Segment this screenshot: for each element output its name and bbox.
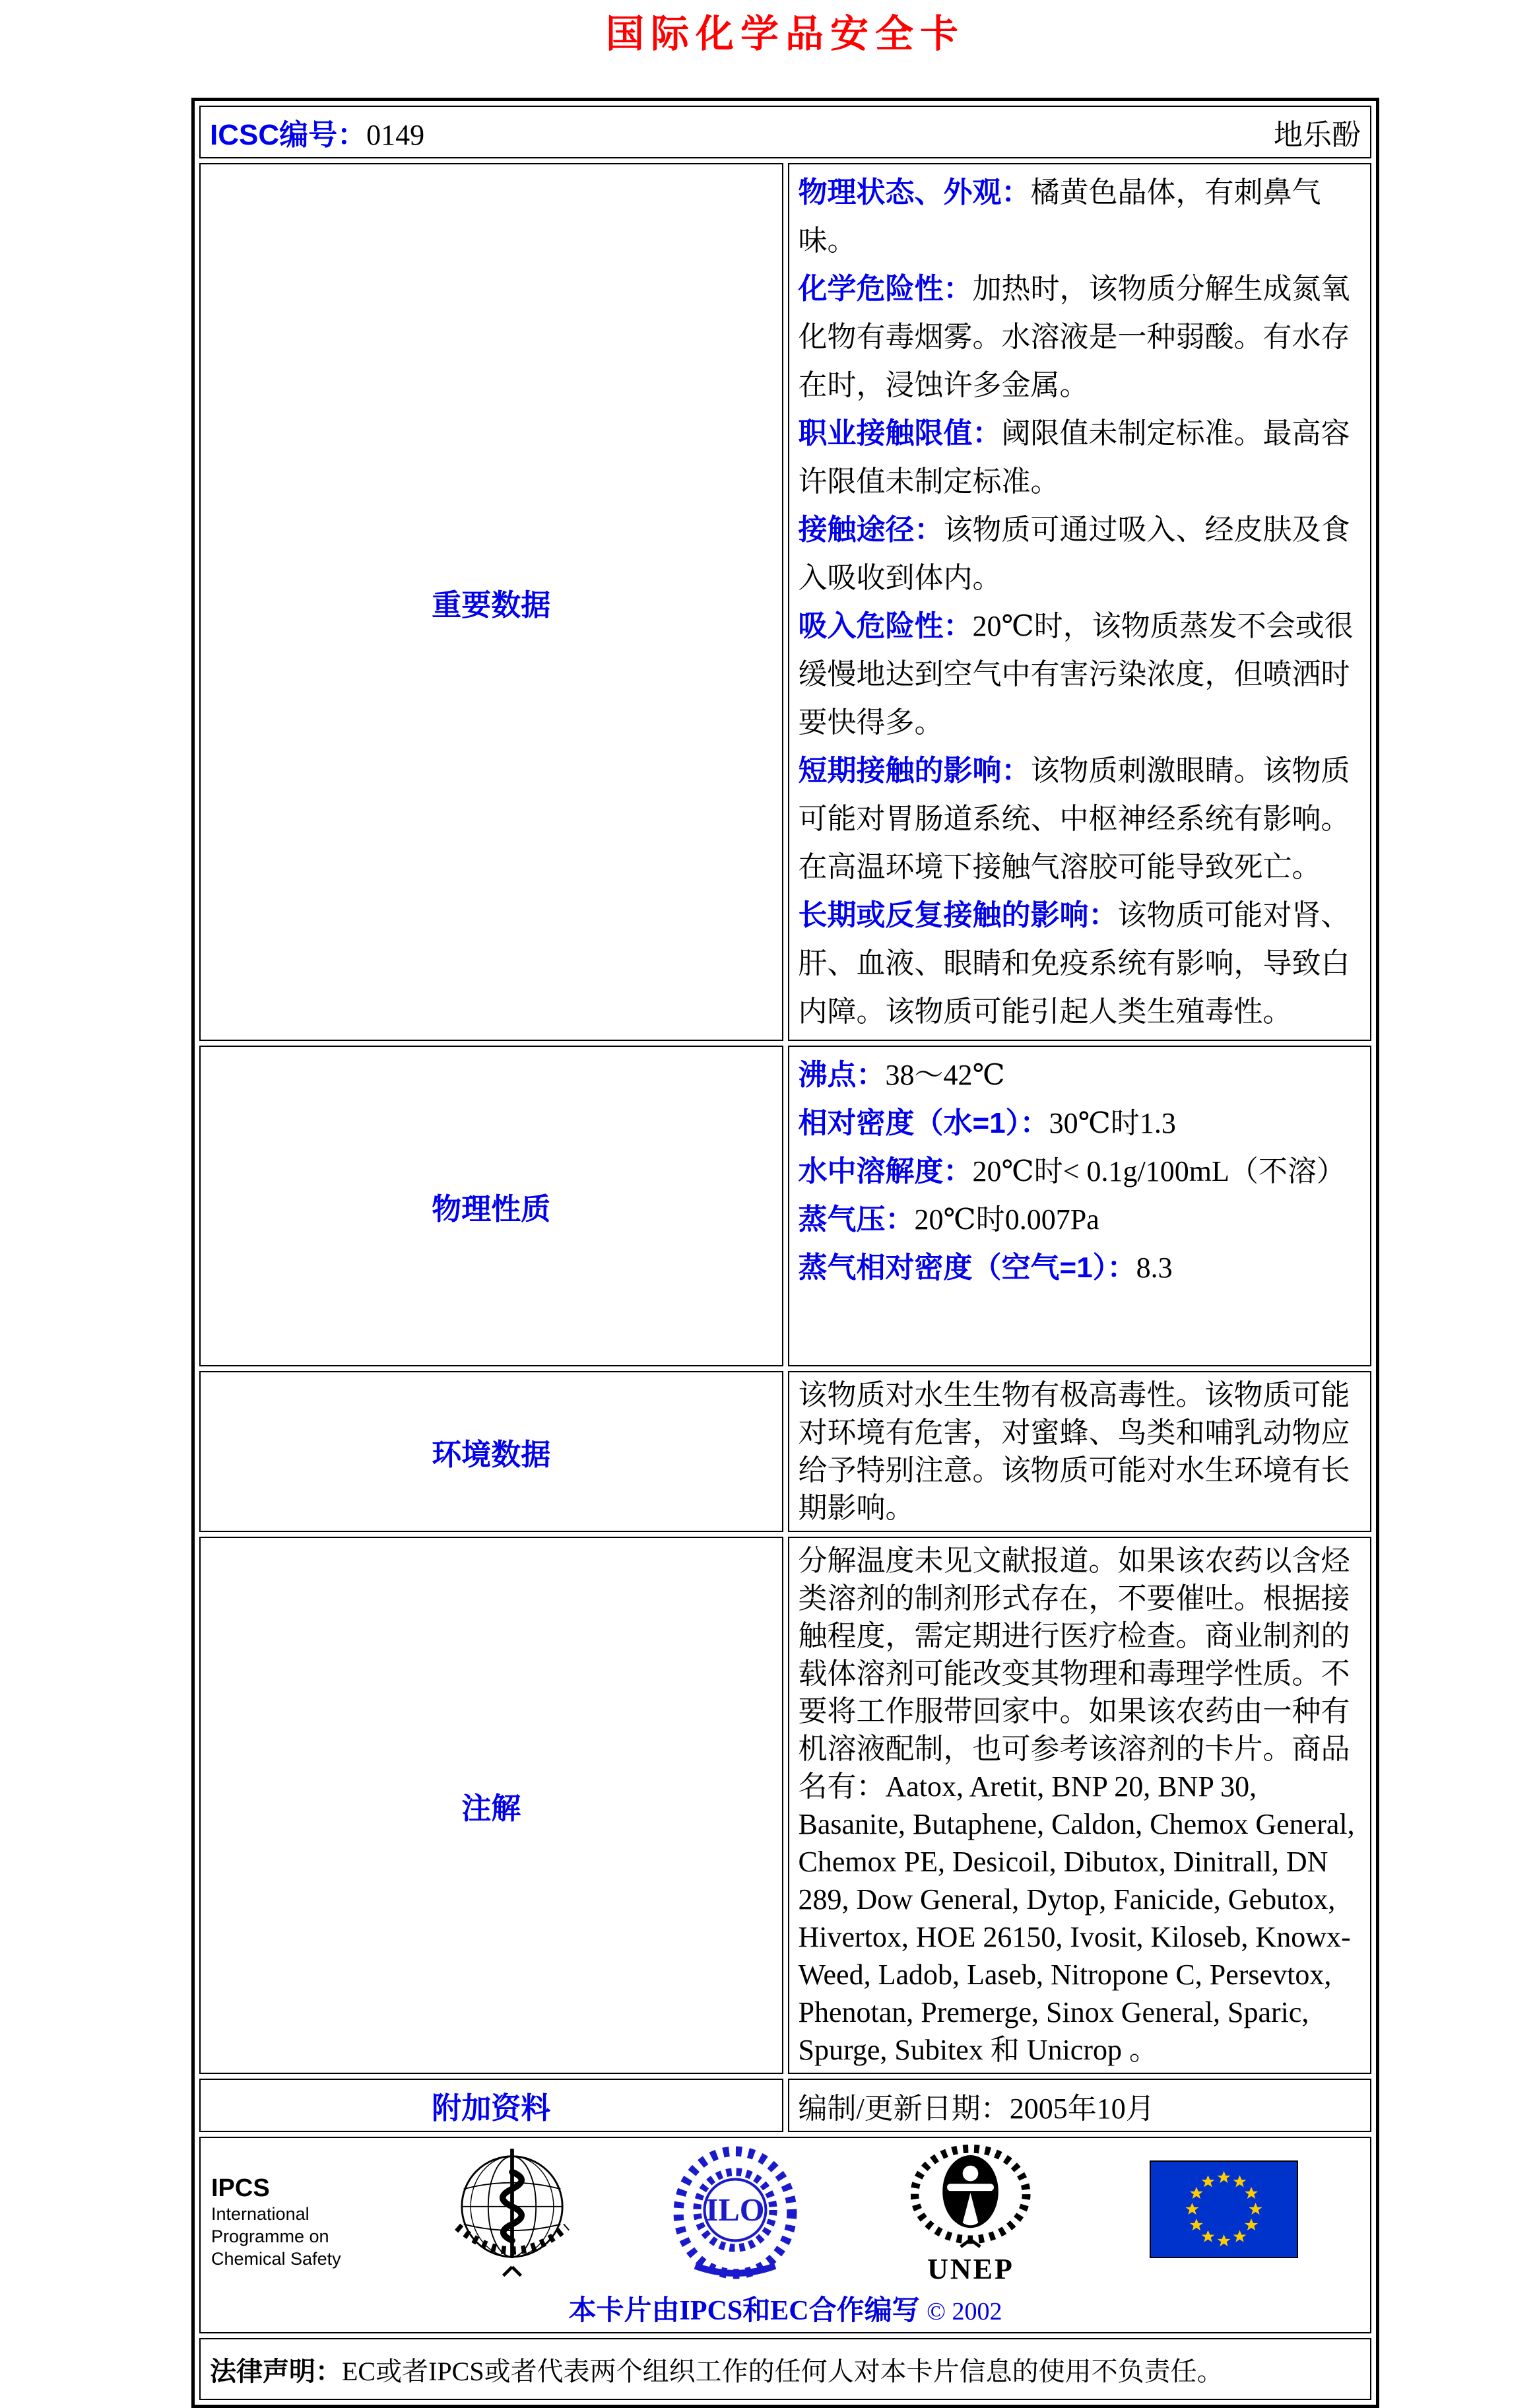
important-item [799, 506, 1361, 602]
important-desc: 该物质刺激眼睛。该物质可能对胃肠道系统、中枢神经系统有影响。在高温环境下接触气溶胶可能导致死亡。 [798, 754, 1350, 883]
ipcs-subtitle-line: International [211, 2204, 310, 2224]
additional-info-row [199, 2079, 1371, 2132]
physical-desc: 30℃时1.3 [1049, 1107, 1176, 1139]
physical-term: 沸点： [798, 1059, 886, 1091]
additional-info-label: 附加资料 [199, 2079, 783, 2132]
important-term: 职业接触限值： [798, 417, 1002, 450]
physical-desc: 8.3 [1136, 1252, 1173, 1284]
notes-text: 分解温度未见文献报道。如果该农药以含烃类溶剂的制剂形式存在，不要催吐。根据接触程度，需定期进行医疗检查。商业制剂的载体溶剂可能改变其物理和毒理学性质。不要将工作服带回家中。如果该农药由一种有机溶液配制，也可参考该溶剂的卡片。商品名有：Aatox, Aretit, BNP 20, BNP 30, Basanite, Butaphene, Caldon, Chemox General, Chemox PE, Desicoil, Dibutox, Dinitrall, DN 289, Dow General, Dytop, Fanicide, Gebutox, Hivertox, HOE 26150, Ivosit, Kiloseb, Knowx-Weed, Ladob, Laseb, Nitropone C, Persevtox, Phenotan, Premerge, Sinox General, Sparic, Spurge, Subitex 和 Unicrop 。 [798, 1545, 1355, 2066]
legal-cell [199, 2338, 1371, 2400]
important-item [799, 891, 1361, 1036]
important-data-row [199, 163, 1371, 1041]
ipcs-subtitle-line: Programme on [211, 2226, 329, 2246]
environmental-data-text: 该物质对水生生物有极高毒性。该物质可能对环境有危害，对蜜蜂、鸟类和哺乳动物应给予特别注意。该物质可能对水生环境有长期影响。 [798, 1379, 1350, 1524]
important-data-label: 重要数据 [199, 163, 783, 1041]
important-desc: 加热时，该物质分解生成氮氧化物有毒烟雾。水溶液是一种弱酸。有水存在时，浸蚀许多金属。 [798, 273, 1350, 401]
physical-desc: 20℃时< 0.1g/100mL（不溶） [972, 1155, 1346, 1187]
credit-line [210, 2289, 1361, 2328]
environmental-data-label: 环境数据 [199, 1371, 783, 1532]
logos-row [199, 2137, 1371, 2333]
important-desc: 该物质可能对肾、肝、血液、眼睛和免疫系统有影响，导致白内障。该物质可能引起人类生殖毒性。 [798, 899, 1350, 1028]
important-desc: 20℃时，该物质蒸发不会或很缓慢地达到空气中有害污染浓度，但喷洒时要快得多。 [798, 610, 1354, 739]
important-item [799, 265, 1361, 409]
physical-term: 蒸气相对密度（空气=1）： [798, 1252, 1136, 1284]
unep-logo-text: UNEP [927, 2253, 1014, 2285]
physical-term: 相对密度（水=1）： [798, 1107, 1049, 1139]
environmental-data-content [788, 1371, 1372, 1532]
physical-property-item [799, 1051, 1361, 1099]
important-term: 吸入危险性： [798, 610, 973, 642]
physical-property-item [799, 1099, 1361, 1147]
header-row [199, 106, 1371, 158]
eu-flag-icon [1150, 2160, 1298, 2258]
ipcs-title: IPCS [211, 2174, 270, 2202]
physical-term: 水中溶解度： [798, 1155, 973, 1187]
physical-properties-label: 物理性质 [199, 1046, 783, 1366]
icsc-label: ICSC编号： [210, 119, 367, 151]
unep-logo-icon [911, 2145, 1031, 2249]
logos-group [210, 2142, 1361, 2285]
icsc-number: 0149 [366, 119, 425, 151]
physical-desc: 38～42℃ [885, 1059, 1005, 1091]
legal-row [199, 2338, 1371, 2400]
physical-desc: 20℃时0.007Pa [914, 1203, 1099, 1236]
notes-label: 注解 [199, 1537, 783, 2074]
physical-properties-row [199, 1046, 1371, 1366]
ilo-logo-text: ILO [705, 2193, 765, 2228]
physical-property-item [799, 1195, 1361, 1244]
header-cell [199, 106, 1371, 158]
credit-text: 本卡片由IPCS和EC合作编写 [568, 2296, 920, 2326]
legal-label: 法律声明： [210, 2357, 342, 2386]
ipcs-subtitle-line: Chemical Safety [211, 2249, 341, 2269]
physical-property-item [799, 1147, 1361, 1195]
page-title: 国际化学品安全卡 [605, 13, 965, 55]
copyright-text: © 2002 [927, 2298, 1002, 2325]
who-logo-icon [446, 2142, 578, 2281]
important-desc: 橘黄色晶体，有刺鼻气味。 [798, 176, 1321, 257]
chemical-name: 地乐酚 [1274, 119, 1361, 151]
ilo-logo-icon [672, 2146, 799, 2279]
legal-text: EC或者IPCS或者代表两个组织工作的任何人对本卡片信息的使用不负责任。 [342, 2356, 1224, 2386]
safety-card-table [191, 98, 1379, 2408]
physical-property-item [799, 1244, 1361, 1292]
important-term: 化学危险性： [798, 273, 973, 305]
important-desc: 该物质可通过吸入、经皮肤及食入吸收到体内。 [798, 514, 1350, 594]
ipcs-text-block [211, 2174, 341, 2270]
important-item [799, 602, 1361, 747]
physical-properties-content [788, 1046, 1372, 1366]
important-item [799, 747, 1361, 891]
notes-row [199, 1537, 1371, 2074]
important-term: 接触途径： [798, 514, 944, 546]
physical-term: 蒸气压： [798, 1203, 915, 1236]
additional-info-text: 编制/更新日期：2005年10月 [798, 2092, 1155, 2125]
important-term: 短期接触的影响： [798, 754, 1031, 787]
additional-info-content [788, 2079, 1372, 2132]
important-item [799, 168, 1361, 265]
important-data-content [788, 163, 1372, 1041]
important-term: 长期或反复接触的影响： [798, 899, 1118, 931]
notes-content [788, 1537, 1372, 2074]
unep-logo-block [911, 2145, 1031, 2286]
icsc-number-group [210, 111, 424, 153]
environmental-data-row [199, 1371, 1371, 1532]
logos-cell [199, 2137, 1371, 2333]
important-term: 物理状态、外观： [798, 176, 1031, 209]
important-item [799, 409, 1361, 506]
important-desc: 阈限值未制定标准。最高容许限值未制定标准。 [798, 417, 1350, 498]
